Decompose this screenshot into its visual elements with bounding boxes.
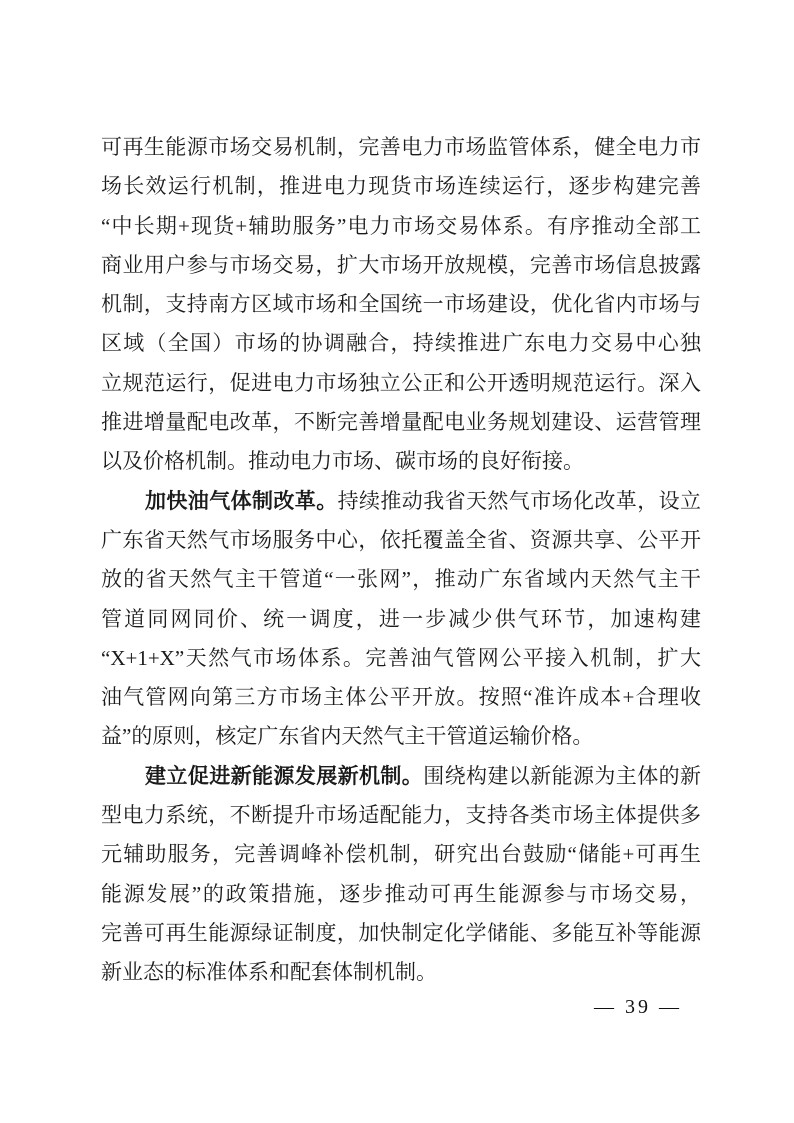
text-line [101, 914, 701, 953]
text-line [101, 796, 701, 835]
text-line-paragraph-end [101, 442, 701, 481]
text-line [101, 875, 701, 914]
line-text: “中长期+现货+辅助服务”电力市场交易体系。有序推动全部工 [101, 213, 701, 238]
section-heading: 建立促进新能源发展新机制。 [145, 763, 424, 788]
line-text: 益”的原则，核定广东省内天然气主干管道运输价格。 [101, 724, 594, 749]
line-text: “X+1+X”天然气市场体系。完善油气管网公平接入机制，扩大 [101, 645, 701, 670]
line-text: 推进增量配电改革，不断完善增量配电业务规划建设、运营管理 [101, 410, 701, 435]
section-heading: 加快油气体制改革。 [145, 488, 338, 513]
page-number: — 39 — [594, 996, 682, 1018]
line-text: 完善可再生能源绿证制度，加快制定化学储能、多能互补等能源 [101, 920, 701, 945]
line-text: 元辅助服务，完善调峰补偿机制，研究出台鼓励“储能+可再生 [101, 842, 701, 867]
line-text: 放的省天然气主干管道“一张网”，推动广东省域内天然气主干 [101, 567, 701, 592]
line-text: 以及价格机制。推动电力市场、碳市场的良好衔接。 [101, 449, 584, 474]
text-line [101, 403, 701, 442]
text-line [101, 639, 701, 678]
line-text: 广东省天然气市场服务中心，依托覆盖全省、资源共享、公平开 [101, 527, 701, 552]
line-text: 型电力系统，不断提升市场适配能力，支持各类市场主体提供多 [101, 803, 701, 828]
text-line [101, 678, 701, 717]
text-line [101, 207, 701, 246]
text-line [101, 600, 701, 639]
body-text [101, 128, 701, 993]
text-line [101, 128, 701, 167]
line-text: 管道同网同价、统一调度，进一步减少供气环节，加速构建 [101, 606, 701, 631]
line-text: 机制，支持南方区域市场和全国统一市场建设，优化省内市场与 [101, 292, 701, 317]
line-text: 可再生能源市场交易机制，完善电力市场监管体系，健全电力市 [101, 135, 701, 159]
line-text: 围绕构建以新能源为主体的新 [423, 763, 702, 788]
text-line [101, 324, 701, 363]
line-text: 商业用户参与市场交易，扩大市场开放规模，完善市场信息披露 [101, 252, 701, 277]
text-line-paragraph-end [101, 717, 701, 756]
text-line-section-start [101, 757, 701, 796]
text-line-section-start [101, 482, 701, 521]
line-text: 持续推动我省天然气市场化改革，设立 [337, 488, 702, 513]
text-line [101, 560, 701, 599]
line-text: 场长效运行机制，推进电力现货市场连续运行，逐步构建完善 [101, 174, 701, 199]
line-text: 油气管网向第三方市场主体公平开放。按照“准许成本+合理收 [101, 685, 701, 710]
line-text: 立规范运行，促进电力市场独立公正和公开透明规范运行。深入 [101, 370, 701, 395]
text-line [101, 521, 701, 560]
text-line [101, 835, 701, 874]
text-line [101, 167, 701, 206]
text-line [101, 364, 701, 403]
line-text: 区域（全国）市场的协调融合，持续推进广东电力交易中心独 [101, 331, 701, 356]
line-text: 新业态的标准体系和配套体制机制。 [101, 960, 437, 985]
line-text: 能源发展”的政策措施，逐步推动可再生能源参与市场交易， [101, 881, 701, 906]
text-line [101, 246, 701, 285]
text-line [101, 285, 701, 324]
text-line-paragraph-end [101, 953, 701, 992]
